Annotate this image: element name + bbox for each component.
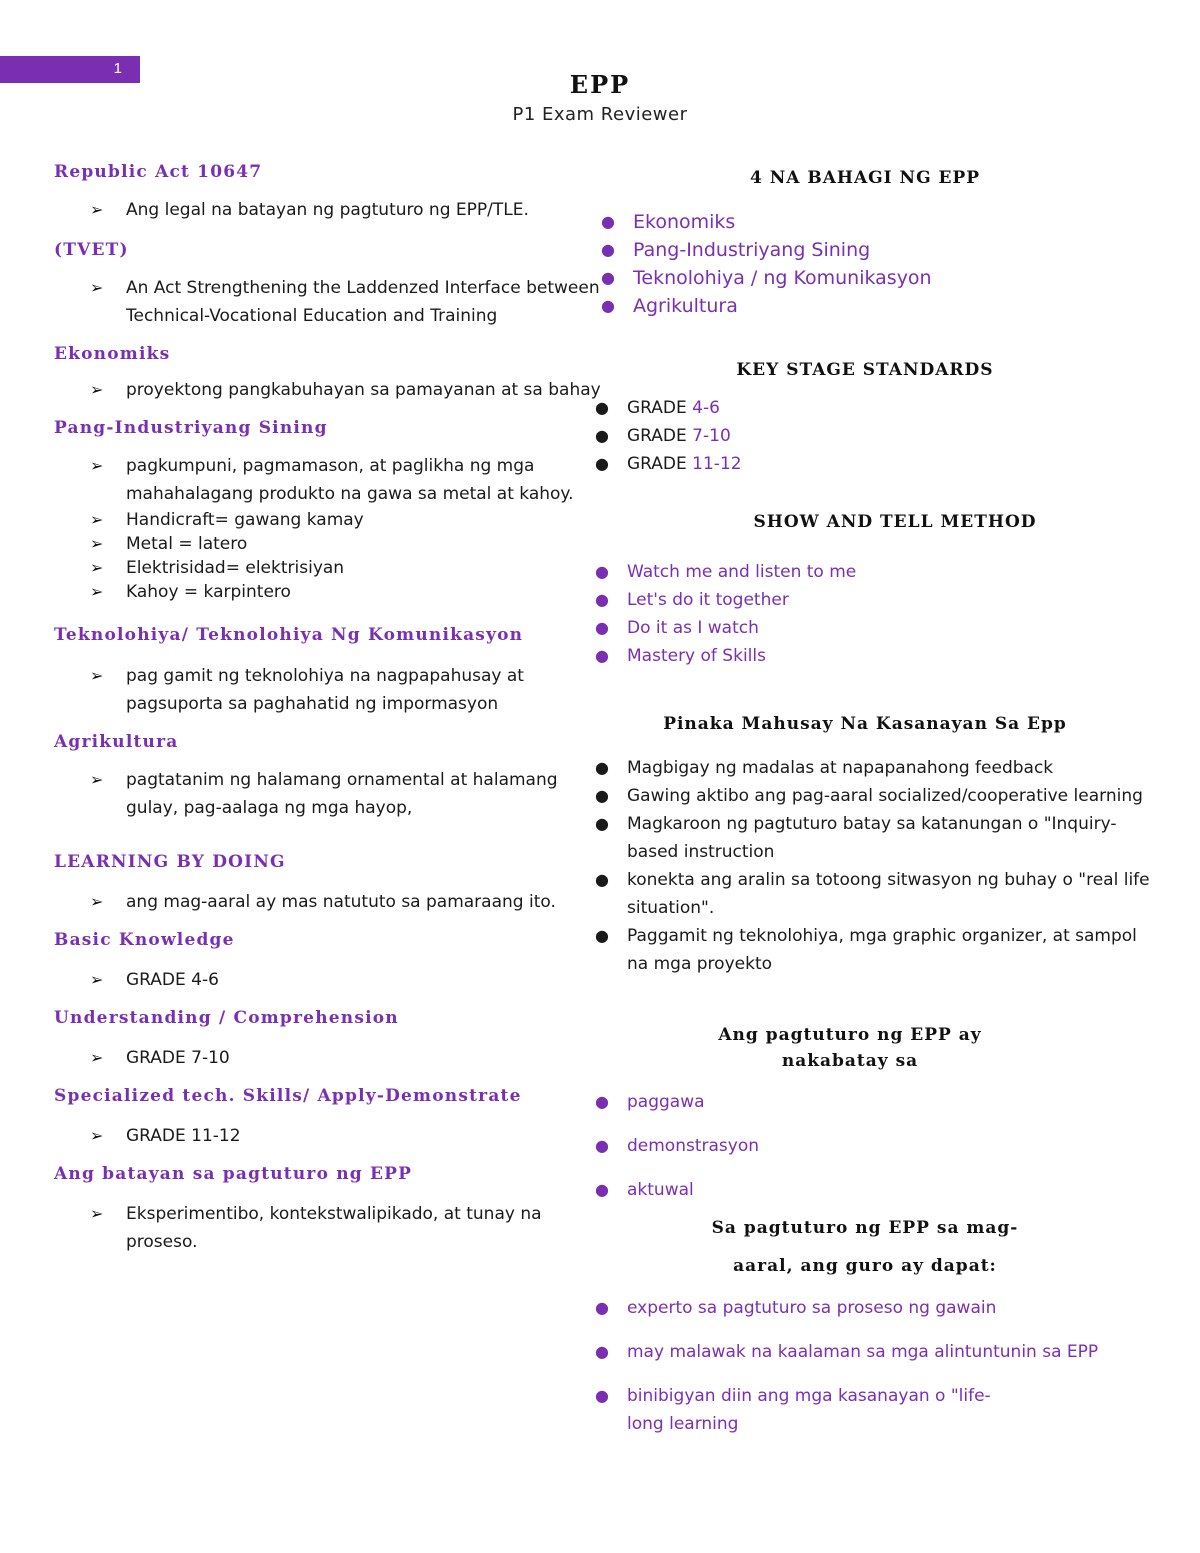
document-subtitle: P1 Exam Reviewer — [512, 104, 688, 125]
left-column — [54, 160, 614, 1256]
stm-list — [585, 558, 1160, 670]
heading-agrikultura: Agrikultura — [54, 732, 179, 752]
bullet-icon: ● — [595, 1180, 609, 1199]
heading-batayan: Ang batayan sa pagtuturo ng EPP — [54, 1164, 413, 1184]
heading-guro-line-1: Sa pagtuturo ng EPP sa mag- — [711, 1218, 1019, 1238]
arrow-bullet-icon: ➢ — [90, 892, 104, 911]
bullet-icon: ● — [601, 268, 615, 287]
heading-understanding: Understanding / Comprehension — [54, 1008, 399, 1028]
list-item: ● Gawing aktibo ang pag-aaral socialized/cooperative learning — [585, 782, 1160, 810]
bullet-icon: ● — [595, 814, 609, 833]
ra-list — [54, 196, 614, 224]
list-item: ● experto sa pagtuturo sa proseso ng gawain — [585, 1294, 1160, 1322]
list-item: ● Ekonomiks — [591, 208, 1160, 236]
bullet-icon: ● — [595, 758, 609, 777]
bullet-icon: ● — [595, 454, 609, 473]
list-item: ➢ proyektong pangkabuhayan sa pamayanan at sa bahay — [90, 376, 614, 404]
bahagi-list — [585, 208, 1160, 320]
arrow-bullet-icon: ➢ — [90, 534, 104, 553]
bullet-icon: ● — [595, 398, 609, 417]
heading-pang-industriyang-sining: Pang-Industriyang Sining — [54, 418, 328, 438]
list-item: ➢ ang mag-aaral ay mas natututo sa pamaraang ito. — [90, 888, 614, 916]
list-item: ➢ An Act Strengthening the Laddenzed Interface between Technical-Vocational Education and Training — [90, 274, 614, 330]
list-item: ● GRADE 4-6 — [585, 394, 1160, 422]
list-item: ● Do it as I watch — [585, 614, 1160, 642]
list-item: ➢ Handicraft= gawang kamay — [90, 510, 364, 530]
list-item: ● Magbigay ng madalas at napapanahong feedback — [585, 754, 1160, 782]
spec-list — [54, 1122, 614, 1150]
nakabatay-list — [585, 1088, 1160, 1204]
heading-republic-act: Republic Act 10647 — [54, 162, 263, 182]
arrow-bullet-icon: ➢ — [90, 558, 104, 577]
list-item: ● Teknolohiya / ng Komunikasyon — [591, 264, 1160, 292]
page-number: 1 — [113, 60, 122, 77]
list-item: ● GRADE 11-12 — [585, 450, 1160, 478]
heading-learning-by-doing: LEARNING BY DOING — [54, 852, 286, 872]
bullet-icon: ● — [595, 1136, 609, 1155]
list-item: ● Let's do it together — [585, 586, 1160, 614]
list-item: ● konekta ang aralin sa totoong sitwasyon ng buhay o "real life situation". — [585, 866, 1160, 922]
bullet-icon: ● — [595, 870, 609, 889]
list-item: ● Mastery of Skills — [585, 642, 1160, 670]
guro-list — [585, 1294, 1160, 1438]
arrow-bullet-icon: ➢ — [90, 510, 104, 529]
list-item: ➢ pag gamit ng teknolohiya na nagpapahusay at pagsuporta sa paghahatid ng impormasyon — [90, 662, 614, 718]
bullet-icon: ● — [595, 426, 609, 445]
list-item: ● aktuwal — [585, 1176, 1160, 1204]
list-item: ➢ Kahoy = karpintero — [90, 582, 291, 602]
list-item: ● may malawak na kaalaman sa mga alintuntunin sa EPP — [585, 1338, 1160, 1366]
batayan-list — [54, 1200, 614, 1256]
bullet-icon: ● — [601, 296, 615, 315]
bullet-icon: ● — [595, 926, 609, 945]
list-item: ● demonstrasyon — [585, 1132, 1160, 1160]
heading-show-and-tell: SHOW AND TELL METHOD — [753, 512, 1037, 532]
eko-list — [54, 376, 614, 404]
arrow-bullet-icon: ➢ — [90, 380, 104, 399]
list-item: ➢ GRADE 11-12 — [90, 1122, 614, 1150]
heading-teknolohiya: Teknolohiya/ Teknolohiya Ng Komunikasyon — [54, 625, 524, 645]
bullet-icon: ● — [595, 1342, 609, 1361]
heading-4-na-bahagi: 4 NA BAHAGI NG EPP — [749, 168, 981, 188]
arrow-bullet-icon: ➢ — [90, 278, 104, 297]
arrow-bullet-icon: ➢ — [90, 1204, 104, 1223]
list-item: ➢ pagkumpuni, pagmamason, at paglikha ng mga mahahalagang produkto na gawa sa metal at kahoy. — [90, 452, 614, 508]
list-item: ● Agrikultura — [591, 292, 1160, 320]
tvet-list — [54, 274, 614, 330]
bullet-icon: ● — [595, 562, 609, 581]
bullet-icon: ● — [595, 1298, 609, 1317]
list-item: ● paggawa — [585, 1088, 1160, 1116]
pang-list — [54, 452, 614, 604]
bullet-icon: ● — [595, 786, 609, 805]
list-item: ● GRADE 7-10 — [585, 422, 1160, 450]
list-item: ● Paggamit ng teknolohiya, mga graphic organizer, at sampol na mga proyekto — [585, 922, 1160, 978]
basic-list — [54, 966, 614, 994]
list-item: ● Magkaroon ng pagtuturo batay sa katanungan o "Inquiry-based instruction — [585, 810, 1160, 866]
arrow-bullet-icon: ➢ — [90, 666, 104, 685]
bullet-icon: ● — [595, 618, 609, 637]
bullet-icon: ● — [601, 212, 615, 231]
heading-specialized-skills: Specialized tech. Skills/ Apply-Demonstrate — [54, 1086, 522, 1106]
list-item: ➢ pagtatanim ng halamang ornamental at halamang gulay, pag-aalaga ng mga hayop, — [90, 766, 614, 822]
arrow-bullet-icon: ➢ — [90, 1126, 104, 1145]
list-item: ➢ GRADE 7-10 — [90, 1044, 614, 1072]
arrow-bullet-icon: ➢ — [90, 582, 104, 601]
under-list — [54, 1044, 614, 1072]
tek-list — [54, 662, 614, 718]
arrow-bullet-icon: ➢ — [90, 456, 104, 475]
lbd-list — [54, 888, 614, 916]
right-column — [585, 168, 1160, 1438]
heading-pinaka-mahusay: Pinaka Mahusay Na Kasanayan Sa Epp — [663, 714, 1067, 734]
arrow-bullet-icon: ➢ — [90, 200, 104, 219]
list-item: ● Watch me and listen to me — [585, 558, 1160, 586]
agri-list — [54, 766, 614, 822]
arrow-bullet-icon: ➢ — [90, 770, 104, 789]
bullet-icon: ● — [595, 1092, 609, 1111]
heading-ekonomiks: Ekonomiks — [54, 344, 171, 364]
list-item: ➢ Eksperimentibo, kontekstwalipikado, at tunay na proseso. — [90, 1200, 614, 1256]
kss-list — [585, 394, 1160, 478]
heading-guro-line-2: aaral, ang guro ay dapat: — [733, 1256, 997, 1276]
bullet-icon: ● — [601, 240, 615, 259]
heading-nakabatay: Ang pagtuturo ng EPP ay nakabatay sa — [718, 1025, 982, 1071]
bullet-icon: ● — [595, 590, 609, 609]
list-item: ➢ Metal = latero — [90, 534, 248, 554]
heading-basic-knowledge: Basic Knowledge — [54, 930, 235, 950]
bullet-icon: ● — [595, 646, 609, 665]
arrow-bullet-icon: ➢ — [90, 1048, 104, 1067]
bullet-icon: ● — [595, 1386, 609, 1405]
pmk-list — [585, 754, 1160, 978]
list-item: ● Pang-Industriyang Sining — [591, 236, 1160, 264]
list-item: ➢ GRADE 4-6 — [90, 966, 614, 994]
list-item: ➢ Ang legal na batayan ng pagtuturo ng EPP/TLE. — [90, 196, 614, 224]
heading-key-stage-standards: KEY STAGE STANDARDS — [736, 360, 994, 380]
arrow-bullet-icon: ➢ — [90, 970, 104, 989]
document-title: EPP — [569, 70, 631, 99]
list-item: ● binibigyan diin ang mga kasanayan o "life-long learning — [585, 1382, 1160, 1438]
heading-tvet: (TVET) — [54, 240, 129, 260]
list-item: ➢ Elektrisidad= elektrisiyan — [90, 558, 345, 578]
